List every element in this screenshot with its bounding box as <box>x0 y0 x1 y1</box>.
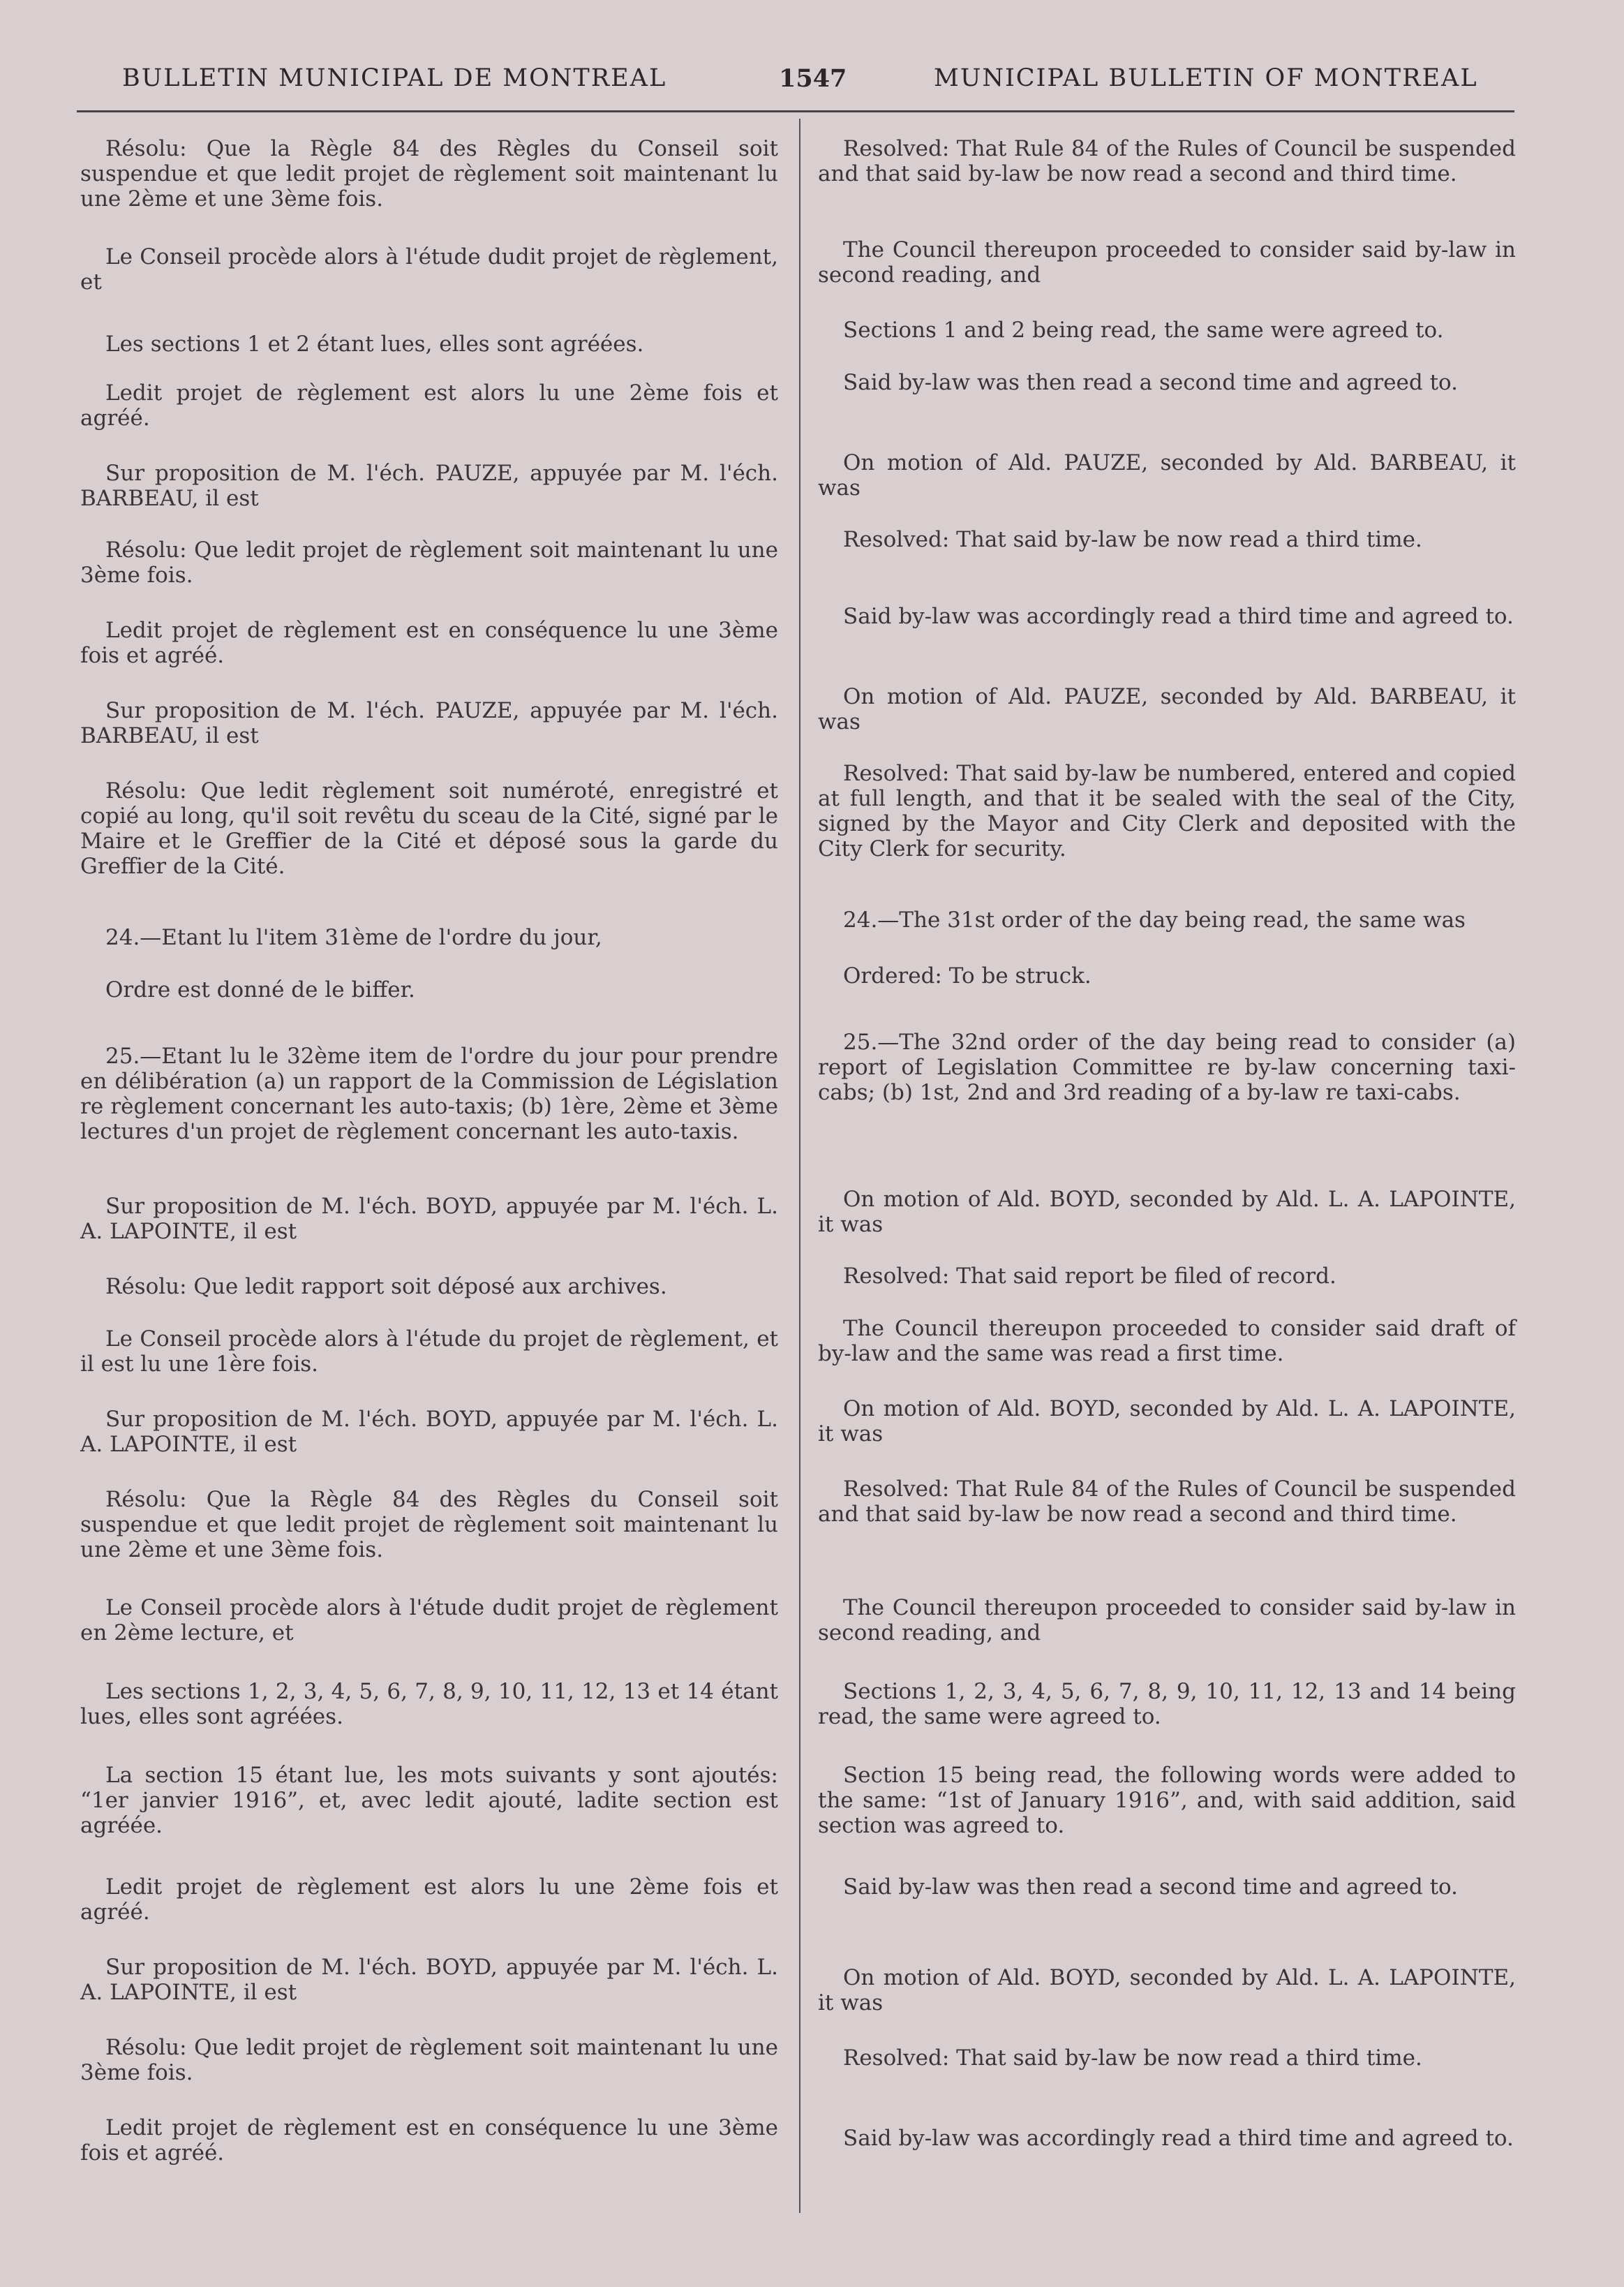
paragraph: Resolved: That said by-law be numbered, entered and copied at full length, and that it be sealed with the seal of the City, signed by the Mayor and City Clerk and deposited with the City Clerk for security. <box>818 761 1516 861</box>
paragraph: On motion of Ald. BOYD, seconded by Ald. L. A. LAPOINTE, it was <box>818 1965 1516 2015</box>
paragraph: Said by-law was accordingly read a third time and agreed to. <box>843 2126 1514 2151</box>
paragraph: Sur proposition de M. l'éch. BOYD, appuyée par M. l'éch. L. A. LAPOINTE, il est <box>80 1194 778 1244</box>
paragraph: Ledit projet de règlement est alors lu une 2ème fois et agréé. <box>80 1874 778 1925</box>
paragraph: Ledit projet de règlement est en conséquence lu une 3ème fois et agréé. <box>80 2115 778 2166</box>
paragraph: Sur proposition de M. l'éch. PAUZE, appuyée par M. l'éch. BARBEAU, il est <box>80 461 778 511</box>
paragraph: Resolved: That said by-law be now read a third time. <box>843 2045 1422 2071</box>
paragraph: The Council thereupon proceeded to consider said by-law in second reading, and <box>818 1595 1516 1645</box>
paragraph: Resolved: That said report be filed of record. <box>843 1264 1336 1289</box>
paragraph: Said by-law was then read a second time and agreed to. <box>843 370 1459 395</box>
paragraph: On motion of Ald. BOYD, seconded by Ald. L. A. LAPOINTE, it was <box>818 1396 1516 1446</box>
paragraph: Résolu: Que ledit projet de règlement soit maintenant lu une 3ème fois. <box>80 538 778 588</box>
paragraph: 25.—Etant lu le 32ème item de l'ordre du jour pour prendre en délibération (a) un rapport de la Commission de Législation re règlement concernant les auto-taxis; (b) 1ère, 2ème et 3ème lectures d'un projet de règlement concernant les auto-taxis. <box>80 1044 778 1144</box>
column-divider <box>799 119 800 2213</box>
paragraph: Resolved: That Rule 84 of the Rules of Council be suspended and that said by-law be now read a second and third time. <box>818 1476 1516 1527</box>
paragraph: On motion of Ald. PAUZE, seconded by Ald. BARBEAU, it was <box>818 684 1516 734</box>
paragraph: Resolved: That said by-law be now read a third time. <box>843 527 1422 552</box>
paragraph: Section 15 being read, the following words were added to the same: “1st of January 1916”, and, with said addition, said section was agreed to. <box>818 1763 1516 1838</box>
paragraph: Sections 1, 2, 3, 4, 5, 6, 7, 8, 9, 10, 11, 12, 13 and 14 being read, the same were agreed to. <box>818 1679 1516 1729</box>
paragraph: Ordre est donné de le biffer. <box>105 977 415 1002</box>
paragraph: Le Conseil procède alors à l'étude dudit projet de règlement en 2ème lecture, et <box>80 1595 778 1645</box>
paragraph: On motion of Ald. PAUZE, seconded by Ald. BARBEAU, it was <box>818 450 1516 501</box>
paragraph: Les sections 1, 2, 3, 4, 5, 6, 7, 8, 9, 10, 11, 12, 13 et 14 étant lues, elles sont agréées. <box>80 1679 778 1729</box>
paragraph: Résolu: Que ledit règlement soit numéroté, enregistré et copié au long, qu'il soit revêtu du sceau de la Cité, signé par le Maire et le Greffier de la Cité et déposé sous la garde du Greffier de la Cité. <box>80 778 778 879</box>
paragraph: Said by-law was then read a second time and agreed to. <box>843 1874 1459 1900</box>
paragraph: 24.—Etant lu l'item 31ème de l'ordre du jour, <box>105 925 602 950</box>
paragraph: The Council thereupon proceeded to consider said draft of by-law and the same was read a first time. <box>818 1316 1516 1366</box>
paragraph: The Council thereupon proceeded to consider said by-law in second reading, and <box>818 237 1516 288</box>
paragraph: Résolu: Que la Règle 84 des Règles du Conseil soit suspendue et que ledit projet de règlement soit maintenant lu une 2ème et une 3ème fois. <box>80 1487 778 1562</box>
paragraph: Ordered: To be struck. <box>843 963 1092 989</box>
paragraph: Sections 1 and 2 being read, the same were agreed to. <box>843 318 1444 343</box>
paragraph: Résolu: Que la Règle 84 des Règles du Conseil soit suspendue et que ledit projet de règlement soit maintenant lu une 2ème et une 3ème fois. <box>80 136 778 212</box>
paragraph: Résolu: Que ledit rapport soit déposé aux archives. <box>105 1274 667 1299</box>
paragraph: Ledit projet de règlement est alors lu une 2ème fois et agréé. <box>80 380 778 431</box>
paragraph: Sur proposition de M. l'éch. BOYD, appuyée par M. l'éch. L. A. LAPOINTE, il est <box>80 1407 778 1457</box>
header-right-title: MUNICIPAL BULLETIN OF MONTREAL <box>934 64 1478 92</box>
paragraph: Le Conseil procède alors à l'étude du projet de règlement, et il est lu une 1ère fois. <box>80 1326 778 1377</box>
paragraph: La section 15 étant lue, les mots suivants y sont ajoutés: “1er janvier 1916”, et, avec ledit ajouté, ladite section est agréée. <box>80 1763 778 1838</box>
paragraph: Resolved: That Rule 84 of the Rules of Council be suspended and that said by-law be now read a second and third time. <box>818 136 1516 186</box>
paragraph: Ledit projet de règlement est en conséquence lu une 3ème fois et agréé. <box>80 618 778 668</box>
paragraph: Said by-law was accordingly read a third time and agreed to. <box>843 604 1514 629</box>
paragraph: 25.—The 32nd order of the day being read to consider (a) report of Legislation Committee re by-law concerning taxi-cabs; (b) 1st, 2nd and 3rd reading of a by-law re taxi-cabs. <box>818 1030 1516 1105</box>
paragraph: Sur proposition de M. l'éch. PAUZE, appuyée par M. l'éch. BARBEAU, il est <box>80 698 778 748</box>
header-left-title: BULLETIN MUNICIPAL DE MONTREAL <box>122 64 667 92</box>
paragraph: Sur proposition de M. l'éch. BOYD, appuyée par M. l'éch. L. A. LAPOINTE, il est <box>80 1955 778 2005</box>
paragraph: Résolu: Que ledit projet de règlement soit maintenant lu une 3ème fois. <box>80 2035 778 2085</box>
paragraph: Le Conseil procède alors à l'étude dudit projet de règlement, et <box>80 244 778 295</box>
header-rule <box>77 110 1514 112</box>
page-number: 1547 <box>779 64 847 93</box>
paragraph: On motion of Ald. BOYD, seconded by Ald. L. A. LAPOINTE, it was <box>818 1187 1516 1237</box>
paragraph: 24.—The 31st order of the day being read, the same was <box>843 908 1466 933</box>
paragraph: Les sections 1 et 2 étant lues, elles sont agréées. <box>105 332 644 357</box>
